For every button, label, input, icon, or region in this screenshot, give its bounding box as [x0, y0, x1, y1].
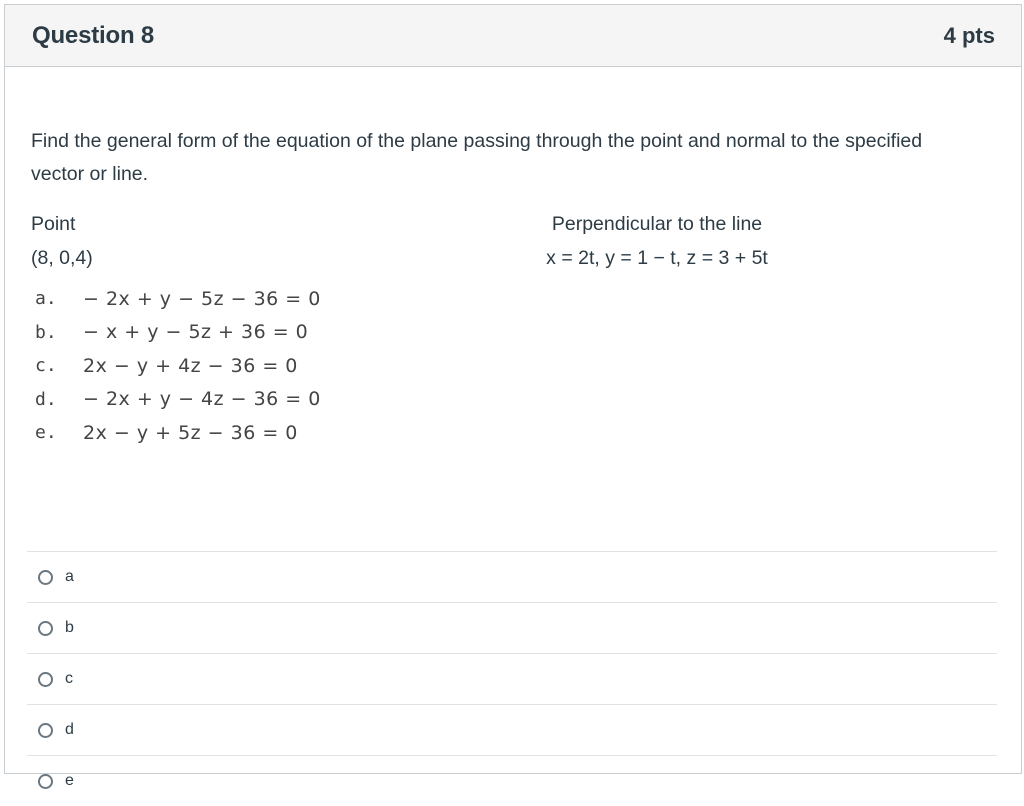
answer-option-a[interactable] — [27, 551, 997, 602]
answer-label[interactable]: e — [65, 772, 74, 789]
question-prompt: Find the general form of the equation of the plane passing through the point and normal to the specified vector or line. — [31, 130, 923, 185]
line-value: x = 2t, y = 1 − t, z = 3 + 5t — [546, 247, 768, 269]
question-points: 4 pts — [943, 22, 995, 48]
choice-letter: d. — [35, 388, 57, 410]
choice-equation: 2x − y + 5z − 36 = 0 — [83, 421, 298, 444]
point-label: Point — [31, 213, 76, 235]
choice-equation: − 2x + y − 4z − 36 = 0 — [83, 388, 321, 411]
point-info — [31, 207, 93, 275]
choice-item — [35, 282, 321, 316]
radio-button[interactable] — [38, 621, 53, 636]
choice-equation: − x + y − 5z + 36 = 0 — [83, 321, 309, 344]
answer-option-d[interactable] — [27, 704, 997, 755]
choice-equation: 2x − y + 4z − 36 = 0 — [83, 354, 298, 377]
answer-option-b[interactable] — [27, 602, 997, 653]
answer-options — [27, 551, 997, 806]
choice-item — [35, 349, 321, 383]
choice-letter: e. — [35, 422, 57, 444]
radio-button[interactable] — [38, 672, 53, 687]
choice-list — [35, 282, 321, 450]
answer-label[interactable]: b — [65, 619, 74, 636]
choice-item — [35, 383, 321, 417]
answer-option-c[interactable] — [27, 653, 997, 704]
radio-button[interactable] — [38, 723, 53, 738]
choice-letter: c. — [35, 355, 57, 377]
answer-label[interactable]: c — [65, 670, 73, 687]
line-info — [533, 207, 781, 275]
point-value: (8, 0,4) — [31, 247, 93, 269]
choice-equation: − 2x + y − 5z − 36 = 0 — [83, 287, 321, 310]
question-card — [4, 4, 1022, 789]
choice-item — [35, 316, 321, 350]
question-header — [5, 5, 1021, 67]
answer-option-e[interactable] — [27, 755, 997, 806]
question-title: Question 8 — [32, 21, 155, 49]
line-label: Perpendicular to the line — [551, 213, 763, 235]
choice-item — [35, 416, 321, 450]
choice-letter: b. — [35, 321, 57, 343]
choice-letter: a. — [35, 288, 57, 310]
answer-label[interactable]: d — [65, 721, 74, 738]
radio-button[interactable] — [38, 570, 53, 585]
answer-label[interactable]: a — [65, 568, 74, 585]
